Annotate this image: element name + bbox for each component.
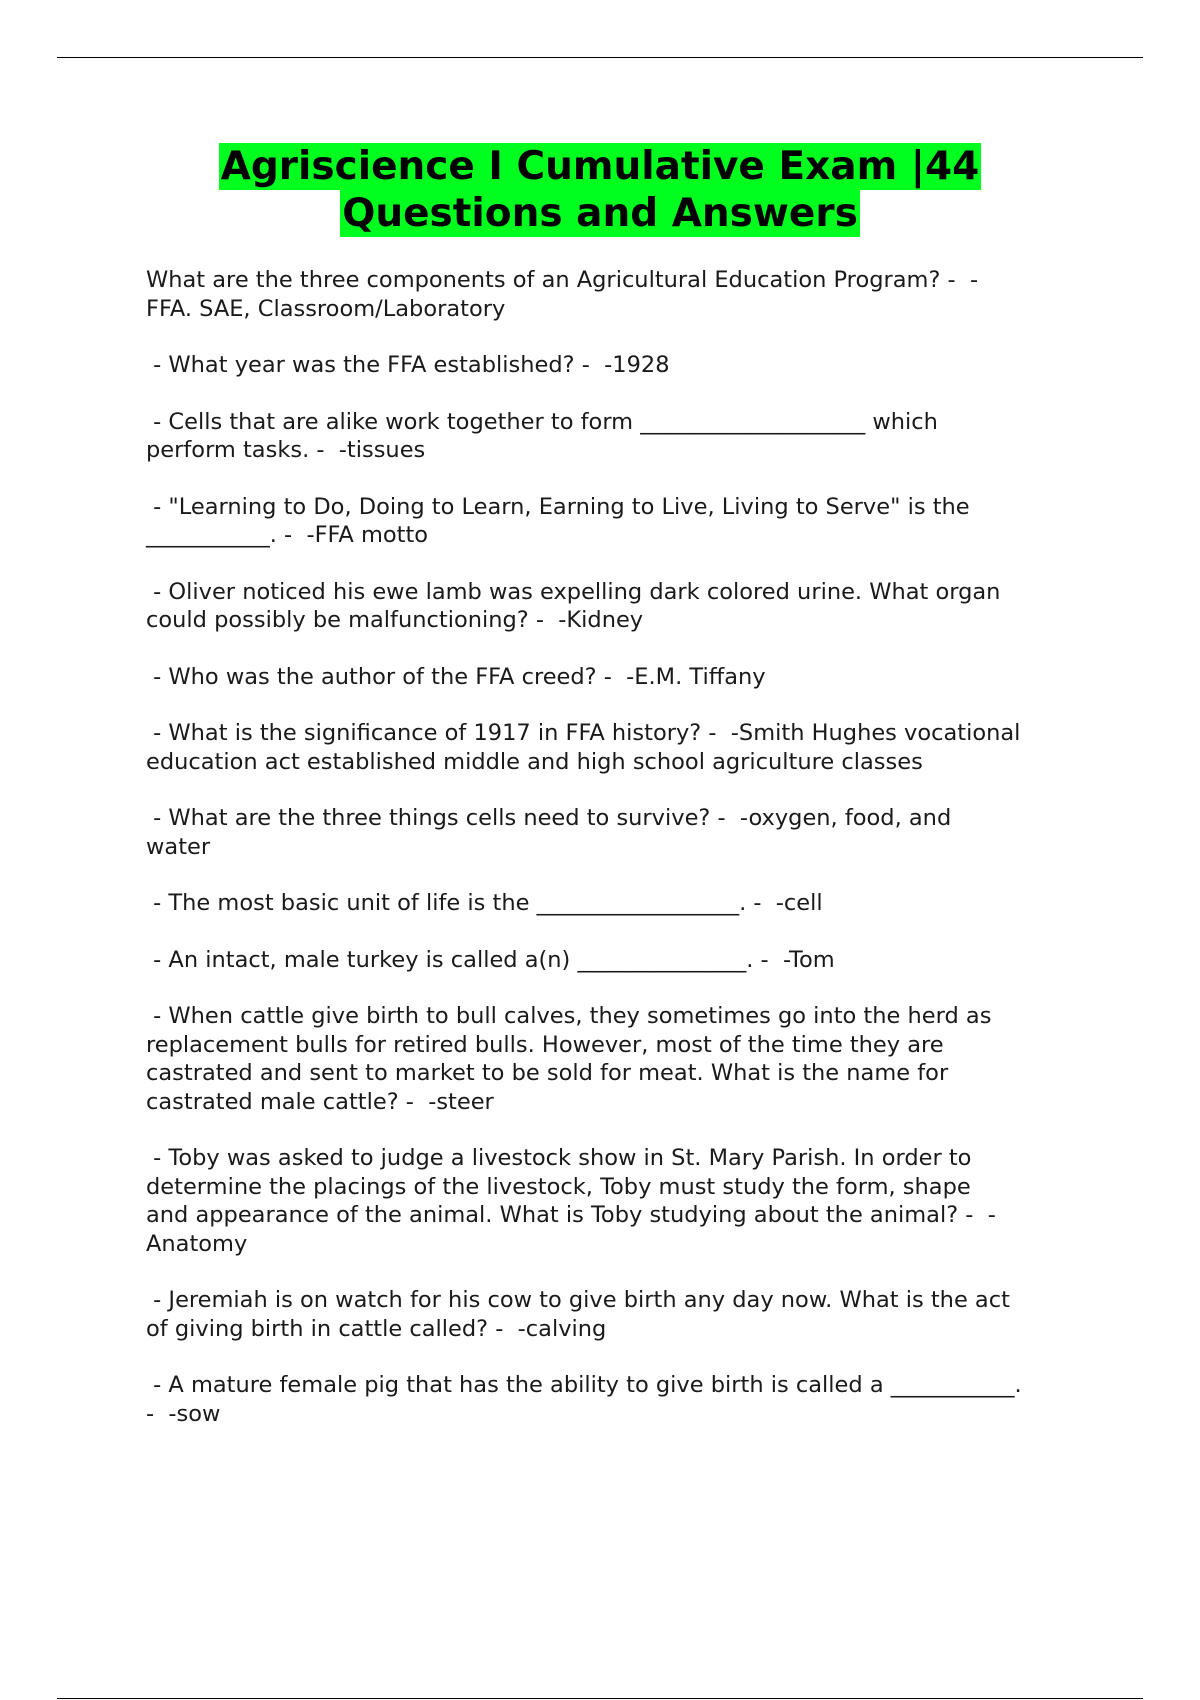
qa-item-10: - An intact, male turkey is called a(n) _______________. - -Tom: [146, 946, 835, 973]
title-line-2: Questions and Answers: [342, 191, 858, 236]
page-title: [0, 143, 1200, 237]
qa-list: [146, 266, 1096, 1456]
qa-item-6: - Who was the author of the FFA creed? - -E.M. Tiffany: [146, 663, 766, 690]
qa-item-9: - The most basic unit of life is the __________________. - -cell: [146, 890, 823, 916]
qa-item-12: - Toby was asked to judge a livestock show in St. Mary Parish. In order to determine the placings of the livestock, Toby must study the form, shape and appearance of the animal. What is Toby studying about the animal? - - Anatomy: [146, 1145, 996, 1257]
qa-item-14: - A mature female pig that has the ability to give birth is called a ___________. - -sow: [146, 1372, 1022, 1427]
top-rule: [57, 57, 1143, 58]
qa-item-1: What are the three components of an Agricultural Education Program? - - FFA. SAE, Classroom/Laboratory: [146, 267, 979, 322]
qa-item-4: - "Learning to Do, Doing to Learn, Earning to Live, Living to Serve" is the ___________. - -FFA motto: [146, 493, 970, 548]
title-line-1: Agriscience I Cumulative Exam |44: [220, 144, 980, 189]
qa-item-11: - When cattle give birth to bull calves, they sometimes go into the herd as replacement bulls for retired bulls. However, most of the time they are castrated and sent to market to be sold for meat. What is the name for castrated male cattle? - -steer: [146, 1003, 992, 1115]
qa-item-7: - What is the significance of 1917 in FFA history? - -Smith Hughes vocational education act established middle and high school agriculture classes: [146, 720, 1021, 775]
qa-item-8: - What are the three things cells need to survive? - -oxygen, food, and water: [146, 805, 952, 860]
qa-item-3: - Cells that are alike work together to form ____________________ which perform tasks. - -tissues: [146, 408, 938, 463]
qa-item-5: - Oliver noticed his ewe lamb was expelling dark colored urine. What organ could possibly be malfunctioning? - -Kidney: [146, 578, 1001, 633]
qa-item-13: - Jeremiah is on watch for his cow to give birth any day now. What is the act of giving birth in cattle called? - -calving: [146, 1287, 1010, 1342]
bottom-rule: [57, 1698, 1143, 1699]
qa-item-2: - What year was the FFA established? - -1928: [146, 352, 670, 378]
